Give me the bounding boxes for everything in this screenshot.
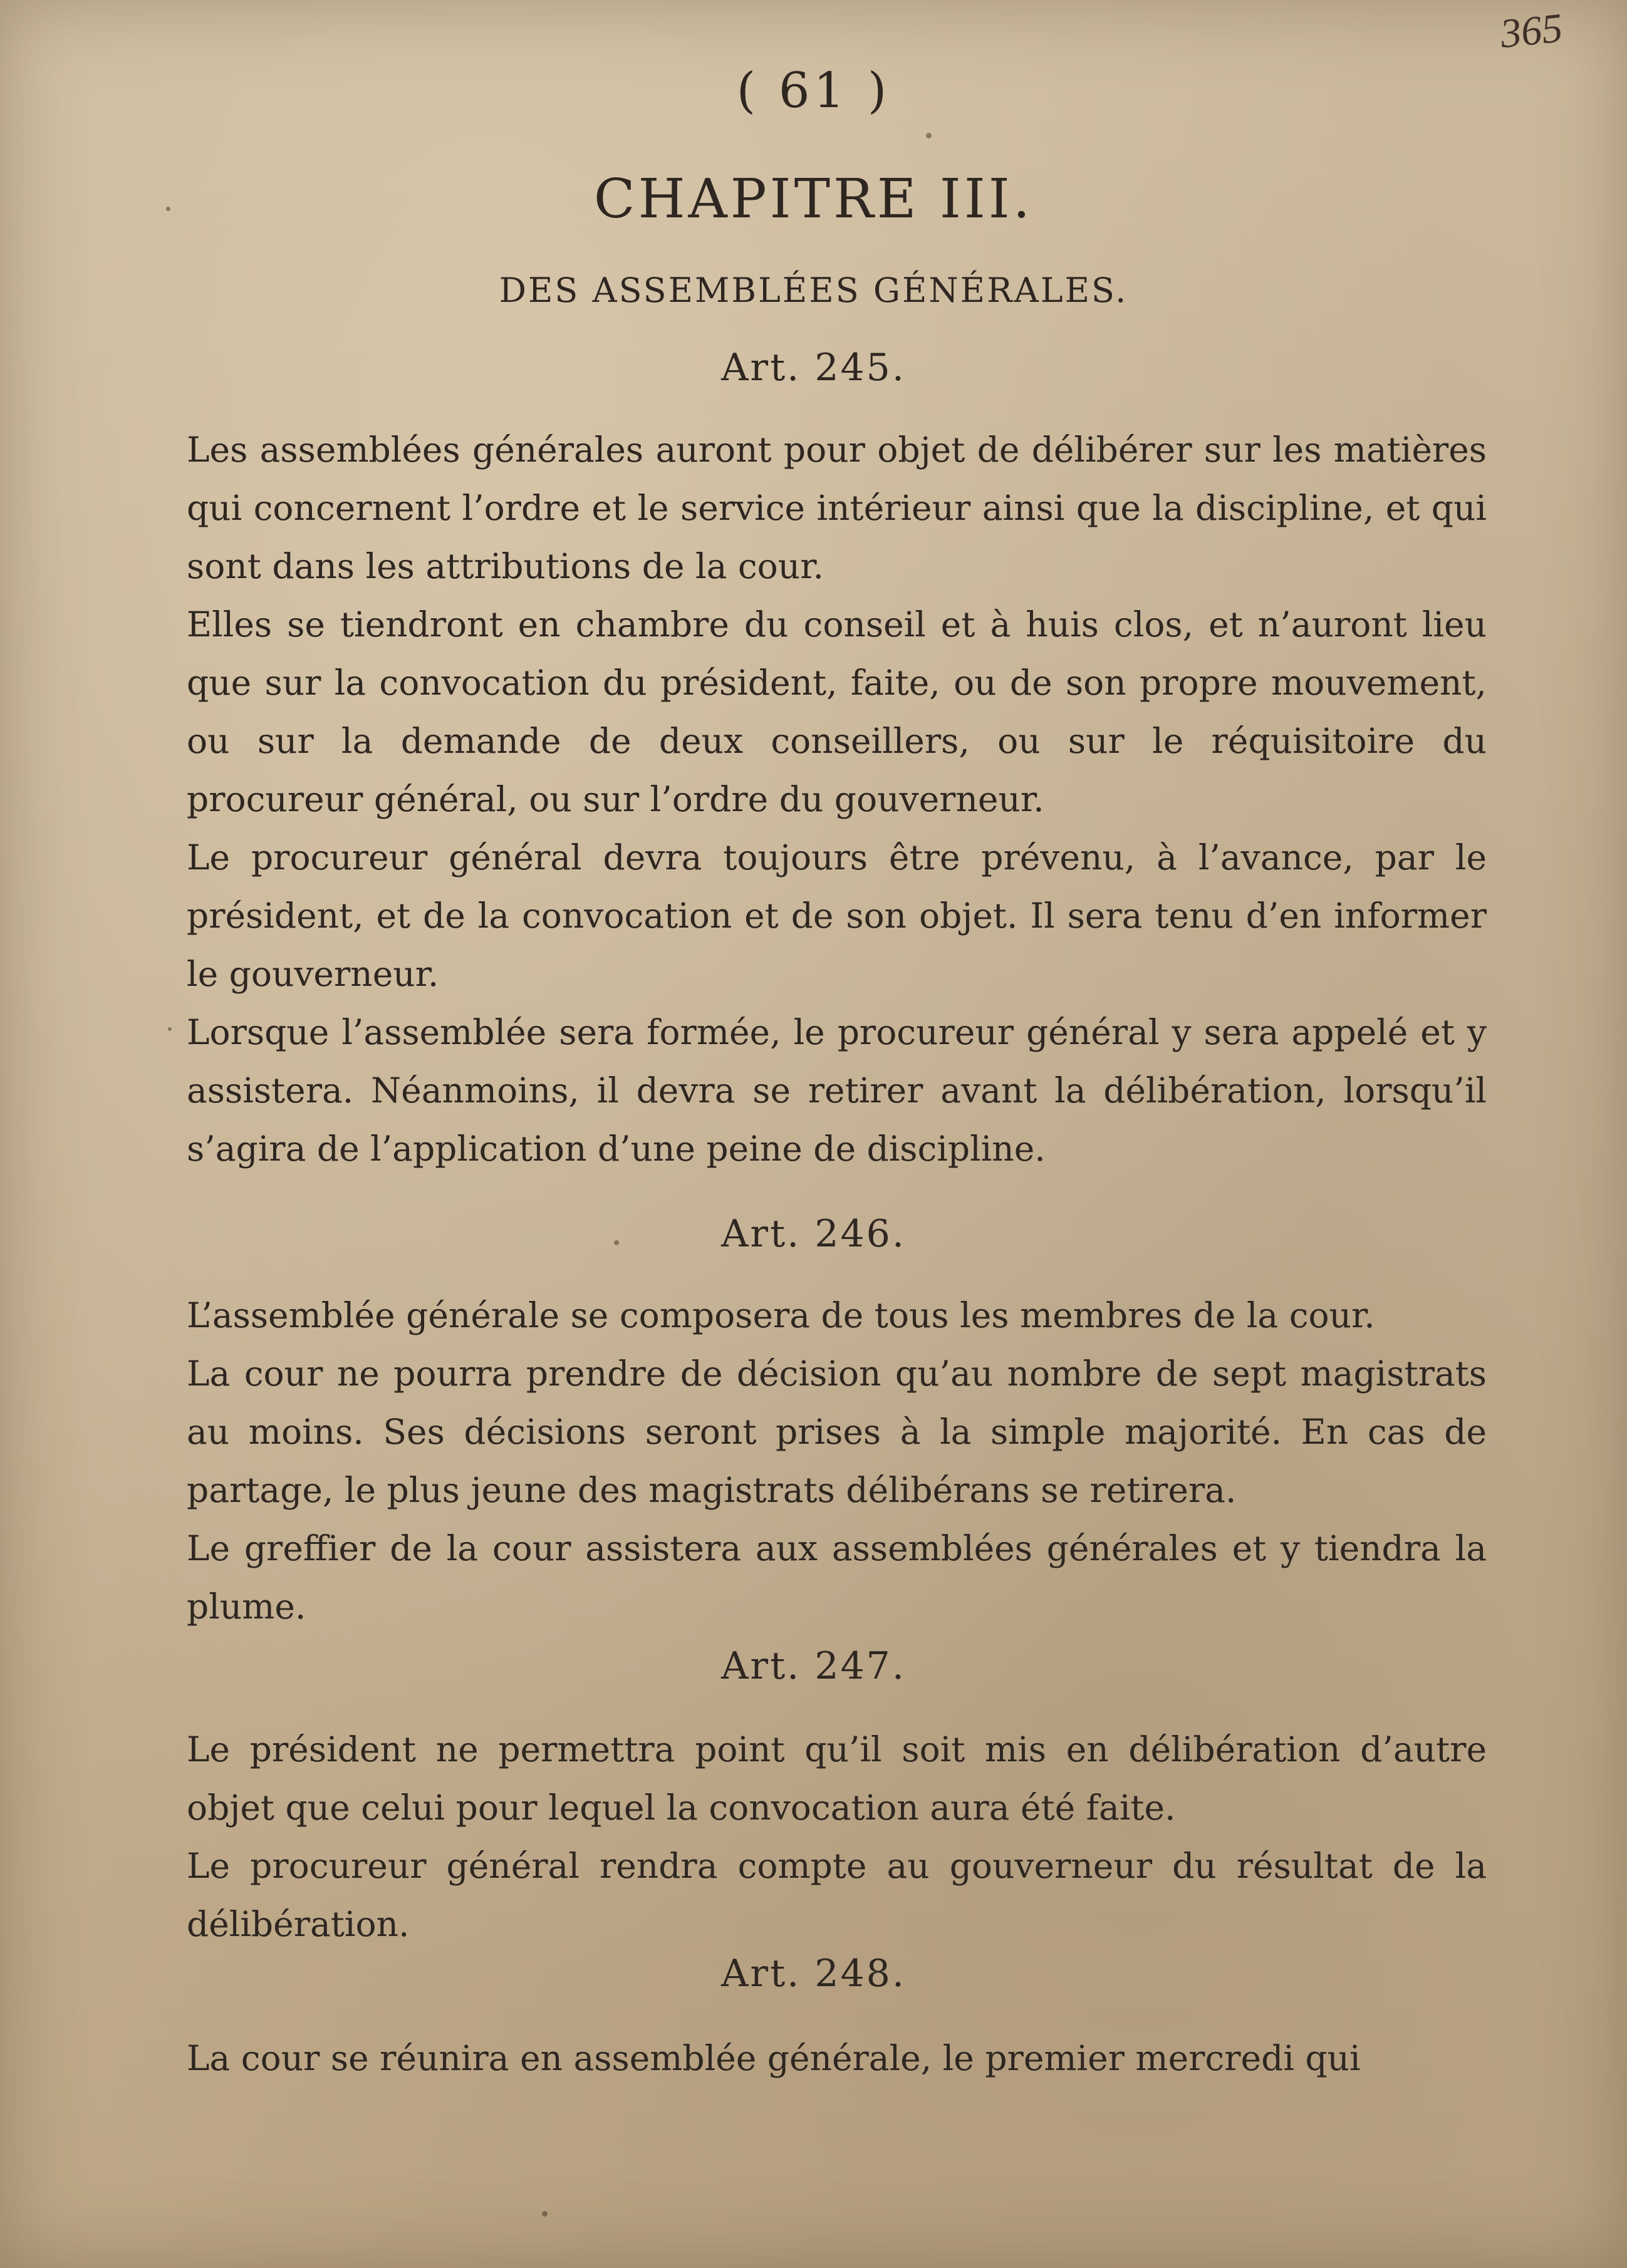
paper-speck [166, 207, 170, 211]
paragraph: La cour ne pourra prendre de décision qu’au nombre de sept magistrats au moins. Ses décisions seront prises à la simple majorité. En cas de partage, le plus jeune des magistrats délibérans se retirera. [187, 1354, 1487, 1510]
paper-speck [926, 133, 932, 138]
article-body-248 [187, 2029, 1487, 2088]
article-body-245 [187, 421, 1487, 1178]
article-body-247 [187, 1721, 1487, 1954]
paragraph: Le procureur général rendra compte au gouverneur du résultat de la délibération. [187, 1846, 1487, 1944]
paragraph: Le procureur général devra toujours être prévenu, à l’avance, par le président, et de la convocation et de son objet. Il sera tenu d’en informer le gouverneur. [187, 837, 1487, 994]
paragraph: Elles se tiendront en chambre du conseil et à huis clos, et n’auront lieu que sur la convocation du président, faite, ou de son propre mouvement, ou sur la demande de deux conseillers, ou sur le réquisitoire du procureur général, ou sur l’ordre du gouverneur. [187, 604, 1487, 819]
paragraph: Lorsque l’assemblée sera formée, le procureur général y sera appelé et y assistera. Néanmoins, il devra se retirer avant la délibération, lorsqu’il s’agira de l’application d’une peine de discipline. [187, 1012, 1487, 1169]
paper-speck [614, 1240, 619, 1245]
article-heading-246: Art. 246. [721, 1212, 906, 1256]
article-heading-245: Art. 245. [721, 346, 906, 390]
paragraph: Les assemblées générales auront pour objet de délibérer sur les matières qui concernent l’ordre et le service intérieur ainsi que la discipline, et qui sont dans les attributions de la cour. [187, 430, 1487, 586]
section-title: DES ASSEMBLÉES GÉNÉRALES. [499, 271, 1128, 310]
page-number: ( 61 ) [736, 63, 891, 119]
paragraph: Le président ne permettra point qu’il soit mis en délibération d’autre objet que celui pour lequel la convocation aura été faite. [187, 1729, 1487, 1828]
article-heading-247: Art. 247. [721, 1644, 906, 1688]
article-body-246 [187, 1287, 1487, 1636]
article-heading-248: Art. 248. [721, 1952, 906, 1996]
paragraph: Le greffier de la cour assistera aux assemblées générales et y tiendra la plume. [187, 1528, 1487, 1627]
chapter-title: CHAPITRE III. [593, 168, 1034, 230]
paper-speck [542, 2211, 548, 2217]
handwritten-page-note: 365 [1498, 5, 1565, 57]
paragraph: L’assemblée générale se composera de tous les membres de la cour. [187, 1295, 1375, 1335]
paragraph: La cour se réunira en assemblée générale, le premier mercredi qui [187, 2038, 1361, 2078]
paper-speck [168, 1027, 172, 1031]
